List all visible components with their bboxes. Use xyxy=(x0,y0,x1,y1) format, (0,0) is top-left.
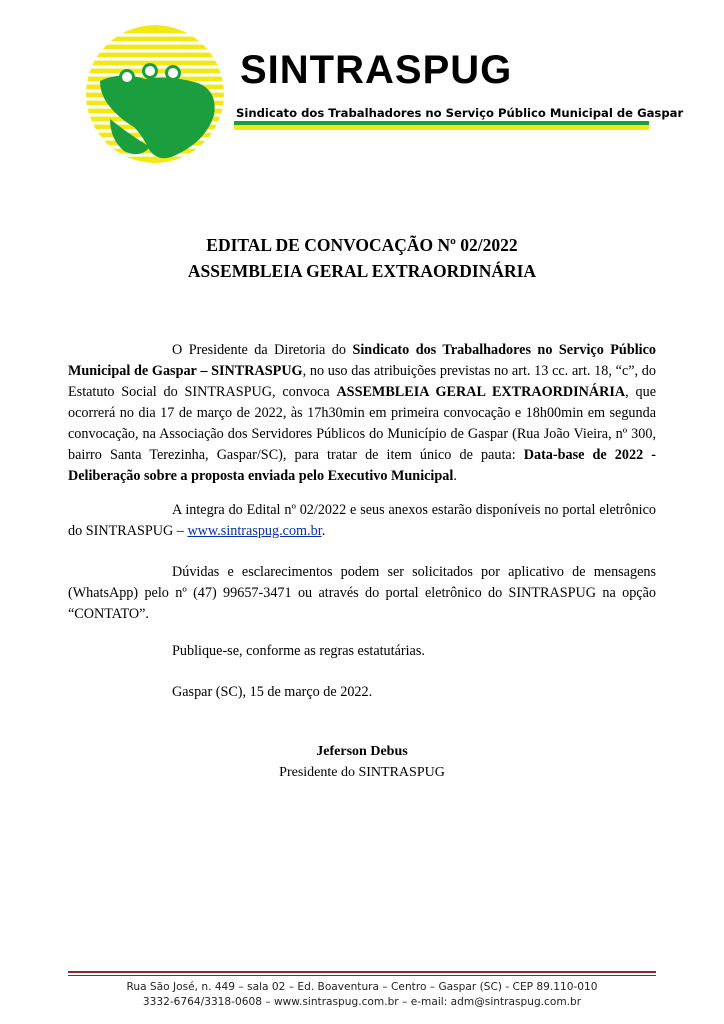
website-link[interactable]: www.sintraspug.com.br xyxy=(187,523,322,539)
footer-rule xyxy=(68,971,656,973)
footer-rule-thin xyxy=(68,975,656,976)
p1-text-c: , no uso das atribuições previstas no art. 13 cc. art. 18, “c”, do Estatuto Social do SINTRASPUG, convoca xyxy=(68,363,656,400)
p1-text-a: O Presidente da Diretoria do xyxy=(172,342,353,358)
document-title: EDITAL DE CONVOCAÇÃO Nº 02/2022 xyxy=(206,235,518,255)
footer-contacts: 3332-6764/3318-0608 – www.sintraspug.com.br – e-mail: adm@sintraspug.com.br xyxy=(142,996,582,1008)
footer-address: Rua São José, n. 449 – sala 02 – Ed. Boaventura – Centro – Gaspar (SC) - CEP 89.110-010 xyxy=(126,981,598,993)
p2-text-b: . xyxy=(321,523,326,539)
signatory-name: Jeferson Debus xyxy=(316,744,408,759)
p2-text-a: A integra do Edital nº 02/2022 e seus anexos estarão disponíveis no portal eletrônico do SINTRASPUG – xyxy=(68,502,656,539)
paragraph-contact xyxy=(68,562,656,625)
p1-assembly: ASSEMBLEIA GERAL EXTRAORDINÁRIA xyxy=(336,384,626,400)
p3-text: Dúvidas e esclarecimentos podem ser solicitados por aplicativo de mensagens (WhatsApp) pelo nº (47) 99657-3471 ou através do portal eletrônico do SINTRASPUG na opção “CONTATO”. xyxy=(68,564,656,622)
org-full-name: Sindicato dos Trabalhadores no Serviço Público Municipal de Gaspar xyxy=(236,106,684,120)
p1-text-g: . xyxy=(453,468,457,484)
header-rule-yellow xyxy=(234,125,649,130)
document-subtitle: ASSEMBLEIA GERAL EXTRAORDINÁRIA xyxy=(187,261,537,281)
paragraph-date: Gaspar (SC), 15 de março de 2022. xyxy=(172,684,373,700)
paragraph-convocation xyxy=(68,340,656,487)
org-name: SINTRASPUG xyxy=(240,48,513,92)
union-logo xyxy=(80,23,230,165)
paragraph-publish: Publique-se, conforme as regras estatutárias. xyxy=(172,643,425,659)
p1-text-e: , que ocorrerá no dia 17 de março de 2022, às 17h30min em primeira convocação e 18h00min em segunda convocação, na Associação dos Servidores Públicos do Município de Gaspar (Rua João Vieira, nº 300, bairro Santa Terezinha, Gaspar/SC), para tratar de item único de pauta: xyxy=(68,384,656,463)
p1-union-name: Sindicato dos Trabalhadores no Serviço Público Municipal de Gaspar – SINTRASPUG xyxy=(68,342,656,379)
signatory-role: Presidente do SINTRASPUG xyxy=(279,765,445,780)
paragraph-availability xyxy=(68,500,656,542)
p1-agenda: Data-base de 2022 - Deliberação sobre a proposta enviada pelo Executivo Municipal xyxy=(68,447,656,484)
